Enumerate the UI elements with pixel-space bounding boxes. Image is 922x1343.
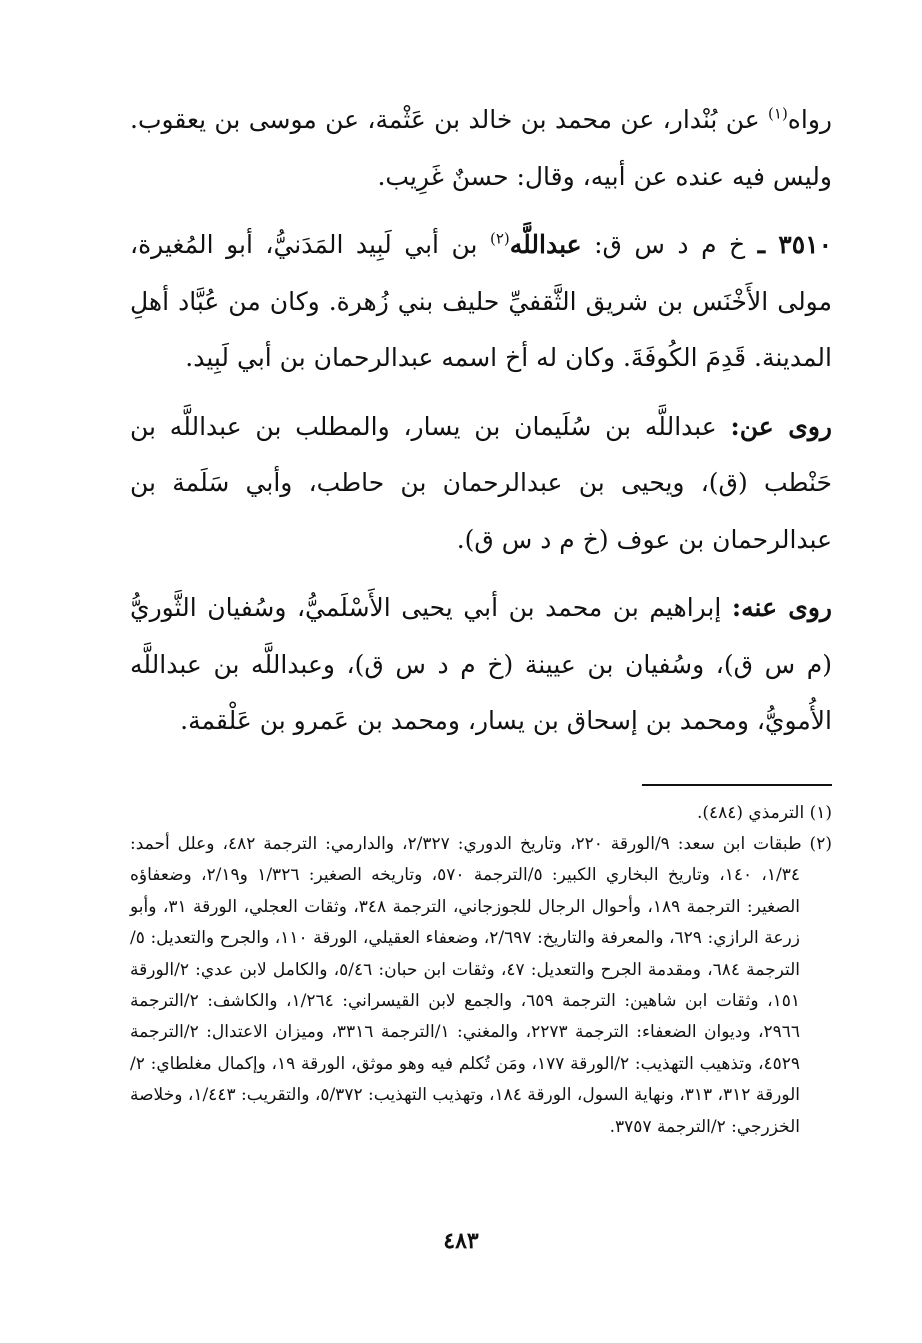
entry-name: عبداللَّه [509,230,582,259]
narrated-from-label: روى عن: [730,411,832,441]
page-number: ٤٨٣ [443,1228,479,1254]
footnote-ref-1: (١) [768,104,788,123]
narrated-by-label: روى عنه: [731,593,833,622]
footnotes [130,798,832,1143]
entry-text: بن أبي لَبِيد المَدَنيُّ، أبو المُغيرة، مولى الأَخْنَس بن شريق الثَّقفيِّ حليف بني زُهرة. وكان من عُبَّاد أهلِ المدينة. قَدِمَ الكُوفَةَ. وكان له أخ اسمه عبدالرحمان بن أبي لَبِيد. [130,230,832,372]
narrated-by-paragraph [130,580,832,750]
biography-entry-paragraph [130,217,832,387]
footnote-2: (٢) طبقات ابن سعد: ٩/الورقة ٢٢٠، وتاريخ الدوري: ٢/٣٢٧، والدارمي: الترجمة ٤٨٢، وعلل أحمد: ١/٣٤، ١٤٠، وتاريخ البخاري الكبير: ٥/الترجمة ٥٧٠، وتاريخه الصغير: ١/٣٢٦ و٢/١٩، وضعفاؤه الصغير: الترجمة ١٨٩، وأحوال الرجال للجوزجاني، الترجمة ٣٤٨، وثقات العجلي، الورقة ٣١، وأبو زرعة الرازي: ٦٢٩، والمعرفة والتاريخ: ٢/٦٩٧، وضعفاء العقيلي، الورقة ١١٠، والجرح والتعديل: ٥/الترجمة ٦٨٤، ومقدمة الجرح والتعديل: ٤٧، وثقات ابن حبان: ٥/٤٦، والكامل لابن عدي: ٢/الورقة ١٥١، وثقات ابن شاهين: الترجمة ٦٥٩، والجمع لابن القيسراني: ١/٢٦٤، والكاشف: ٢/الترجمة ٢٩٦٦، وديوان الضعفاء: الترجمة ٢٢٧٣، والمغني: ١/الترجمة ٣٣١٦، وميزان الاعتدال: ٢/الترجمة ٤٥٢٩، وتذهيب التهذيب: ٢/الورقة ١٧٧، ومَن تُكلم فيه وهو موثق، الورقة ١٩، وإكمال مغلطاي: ٢/الورقة ٣١٢، ٣١٣، ونهاية السول، الورقة ١٨٤، وتهذيب التهذيب: ٥/٣٧٢، والتقريب: ١/٤٤٣، وخلاصة الخزرجي: ٢/الترجمة ٣٧٥٧. [130,833,832,1137]
book-page [130,92,832,1143]
narrated-from-text: عبداللَّه بن سُلَيمان بن يسار، والمطلب بن عبداللَّه بن حَنْطب (ق)، ويحيى بن عبدالرحمان بن حاطب، وأبي سَلَمة بن عبدالرحمان بن عوف (خ م د س ق). [130,411,832,554]
previous-entry-paragraph [130,92,832,205]
entry-codes: خ م د س ق: [594,230,746,259]
main-text [130,92,832,750]
entry-number: ٣٥١٠ ـ [757,230,833,259]
footnote-separator [642,784,832,786]
narrated-from-paragraph [130,399,832,569]
paragraph-lead: رواه [787,105,832,134]
footnote-1: (١) الترمذي (٤٨٤). [696,802,832,823]
narrated-by-text: إبراهيم بن محمد بن أبي يحيى الأَسْلَميُّ، وسُفيان الثَّوريُّ (م س ق)، وسُفيان بن عيينة (خ م د س ق)، وعبداللَّه بن عبداللَّه الأُمويُّ، ومحمد بن إسحاق بن يسار، ومحمد بن عَمرو بن عَلْقمة. [130,593,832,735]
paragraph-text: عن بُنْدار، عن محمد بن خالد بن عَثْمة، عن موسى بن يعقوب. وليس فيه عنده عن أبيه، وقال: حسنٌ غَرِيب. [130,105,832,191]
footnote-ref-2: (٢) [489,229,510,248]
